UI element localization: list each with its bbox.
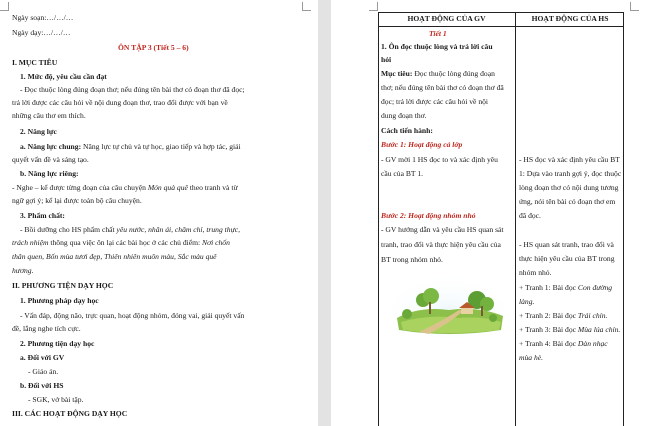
text-line: a. Năng lực chung: Năng lực tự chủ và tự học, giao tiếp và hợp tác, giải bbox=[20, 142, 241, 151]
section-heading: III. CÁC HOẠT ĐỘNG DẠY HỌC bbox=[12, 409, 128, 418]
text-line: BT trong nhóm nhỏ. bbox=[381, 255, 443, 264]
text-line: + Tranh 4: Bài đọc Dàn nhạc bbox=[519, 339, 608, 348]
text-line: hương. bbox=[12, 266, 34, 275]
subsection-heading: b. Năng lực riêng: bbox=[20, 169, 79, 178]
subsection-heading: b. Đối với HS bbox=[20, 381, 64, 390]
procedure-heading: Cách tiến hành: bbox=[381, 126, 433, 135]
text-line: - SGK, vở bài tập. bbox=[28, 395, 84, 404]
header-student-activities: HOẠT ĐỘNG CỦA HS bbox=[531, 14, 609, 23]
objective-line: Mục tiêu: Đọc thuộc lòng đúng đoạn bbox=[381, 69, 495, 78]
text-line: đã đọc. bbox=[519, 211, 541, 220]
text-line: - Bồi dưỡng cho HS phẩm chất yêu nước, nhân ái, chăm chỉ, trung thực, bbox=[20, 225, 240, 234]
text-line: trách nhiệm thông qua việc ôn lại các bài học ở các chủ điểm: Nơi chốn bbox=[12, 238, 230, 247]
text-line: tranh, trao đổi và thực hiện yêu cầu của bbox=[381, 240, 501, 249]
subsection-heading: 2. Phương tiện dạy học bbox=[20, 339, 95, 348]
crop-mark bbox=[302, 2, 311, 11]
text-line: + Tranh 3: Bài đọc Mùa lúa chín. bbox=[519, 325, 621, 334]
text-line: thực hiện yêu cầu của BT trong bbox=[519, 254, 615, 263]
step-heading: Bước 1: Hoạt động cả lớp bbox=[381, 140, 463, 149]
crop-mark bbox=[369, 2, 378, 11]
text-line: + Tranh 2: Bài đọc Trái chín. bbox=[519, 311, 608, 320]
text-line: ứng, nói tên bài có đoạn thơ em bbox=[519, 197, 616, 206]
subsection-heading: 2. Năng lực bbox=[20, 127, 57, 136]
step-heading: Bước 2: Hoạt động nhóm nhỏ bbox=[381, 211, 476, 220]
text-line: + Tranh 1: Bài đọc Con đường bbox=[519, 283, 613, 292]
text-line: đề, lắng nghe tích cực. bbox=[12, 324, 81, 333]
lesson-title: ÔN TẬP 3 (Tiết 5 – 6) bbox=[118, 43, 189, 52]
text-line: thơ; nếu đúng tên bài thơ có đoạn thơ đã bbox=[381, 83, 504, 92]
section-heading: I. MỤC TIÊU bbox=[12, 58, 58, 67]
text-line: làng. bbox=[519, 297, 535, 306]
text-line: - HS quan sát tranh, trao đổi và bbox=[519, 240, 614, 249]
text-line: lòng đoạn thơ có nội dung tương bbox=[519, 183, 619, 192]
document-page-right bbox=[331, 0, 650, 426]
text-line: - Giáo án. bbox=[28, 367, 59, 376]
period-label: Tiết 1 bbox=[429, 29, 447, 38]
text-line: - GV mời 1 HS đọc to và xác định yêu bbox=[381, 155, 498, 164]
crop-mark bbox=[0, 2, 9, 11]
text-line: quyết vấn đề và sáng tạo. bbox=[12, 155, 89, 164]
header-teacher-activities: HOẠT ĐỘNG CỦA GV bbox=[407, 14, 486, 23]
date-prepared: Ngày soạn:…/…/… bbox=[12, 13, 74, 22]
subsection-heading: 3. Phẩm chất: bbox=[20, 211, 65, 220]
document-page-left bbox=[0, 0, 318, 426]
section-heading: II. PHƯƠNG TIỆN DẠY HỌC bbox=[12, 281, 114, 290]
text-line: nhóm nhỏ. bbox=[519, 268, 552, 277]
subsection-heading: a. Đối với GV bbox=[20, 353, 65, 362]
text-line: 1: Dựa vào tranh gợi ý, đọc thuộc bbox=[519, 169, 622, 178]
text-line: - Đọc thuộc lòng đúng đoạn thơ; nếu đúng tên bài thơ có đoạn thơ đã đọc; bbox=[20, 85, 245, 94]
village-landscape-illustration bbox=[389, 270, 509, 340]
text-line: thân quen, Bốn mùa tươi đẹp, Thiên nhiên muôn màu, Sắc màu quê bbox=[12, 252, 217, 261]
text-line: đọc; trả lời được các câu hỏi về nội bbox=[381, 97, 489, 106]
text-line: cầu của BT 1. bbox=[381, 169, 424, 178]
text-line: - GV hướng dẫn và yêu cầu HS quan sát bbox=[381, 225, 504, 234]
date-taught: Ngày dạy:…/…/… bbox=[12, 28, 71, 37]
text-line: - Nghe – kể được từng đoạn của câu chuyện Món quà quê theo tranh và từ bbox=[12, 183, 238, 192]
subsection-heading: 1. Phương pháp dạy học bbox=[20, 296, 99, 305]
text-line: - Vấn đáp, động não, trực quan, hoạt động nhóm, đóng vai, giải quyết vấn bbox=[20, 311, 245, 320]
text-line: dung đoạn thơ. bbox=[381, 111, 427, 120]
page-gap bbox=[318, 0, 331, 426]
text-line: mùa hè. bbox=[519, 353, 544, 362]
text-line: trả lời được các câu hỏi về nội dung đoạn thơ, trao đổi được với bạn về bbox=[12, 98, 228, 107]
crop-mark bbox=[630, 2, 639, 11]
text-line: - HS đọc và xác định yêu cầu BT bbox=[519, 155, 620, 164]
activity-heading: 1. Ôn đọc thuộc lòng và trả lời câu bbox=[381, 42, 493, 51]
text-line: những câu thơ em thích. bbox=[12, 111, 86, 120]
column-divider bbox=[515, 12, 516, 426]
subsection-heading: 1. Mức độ, yêu cầu cần đạt bbox=[20, 72, 107, 81]
activity-heading: hỏi bbox=[381, 55, 392, 64]
text-line: ngữ gợi ý; kể lại được toàn bộ câu chuyện. bbox=[12, 196, 142, 205]
